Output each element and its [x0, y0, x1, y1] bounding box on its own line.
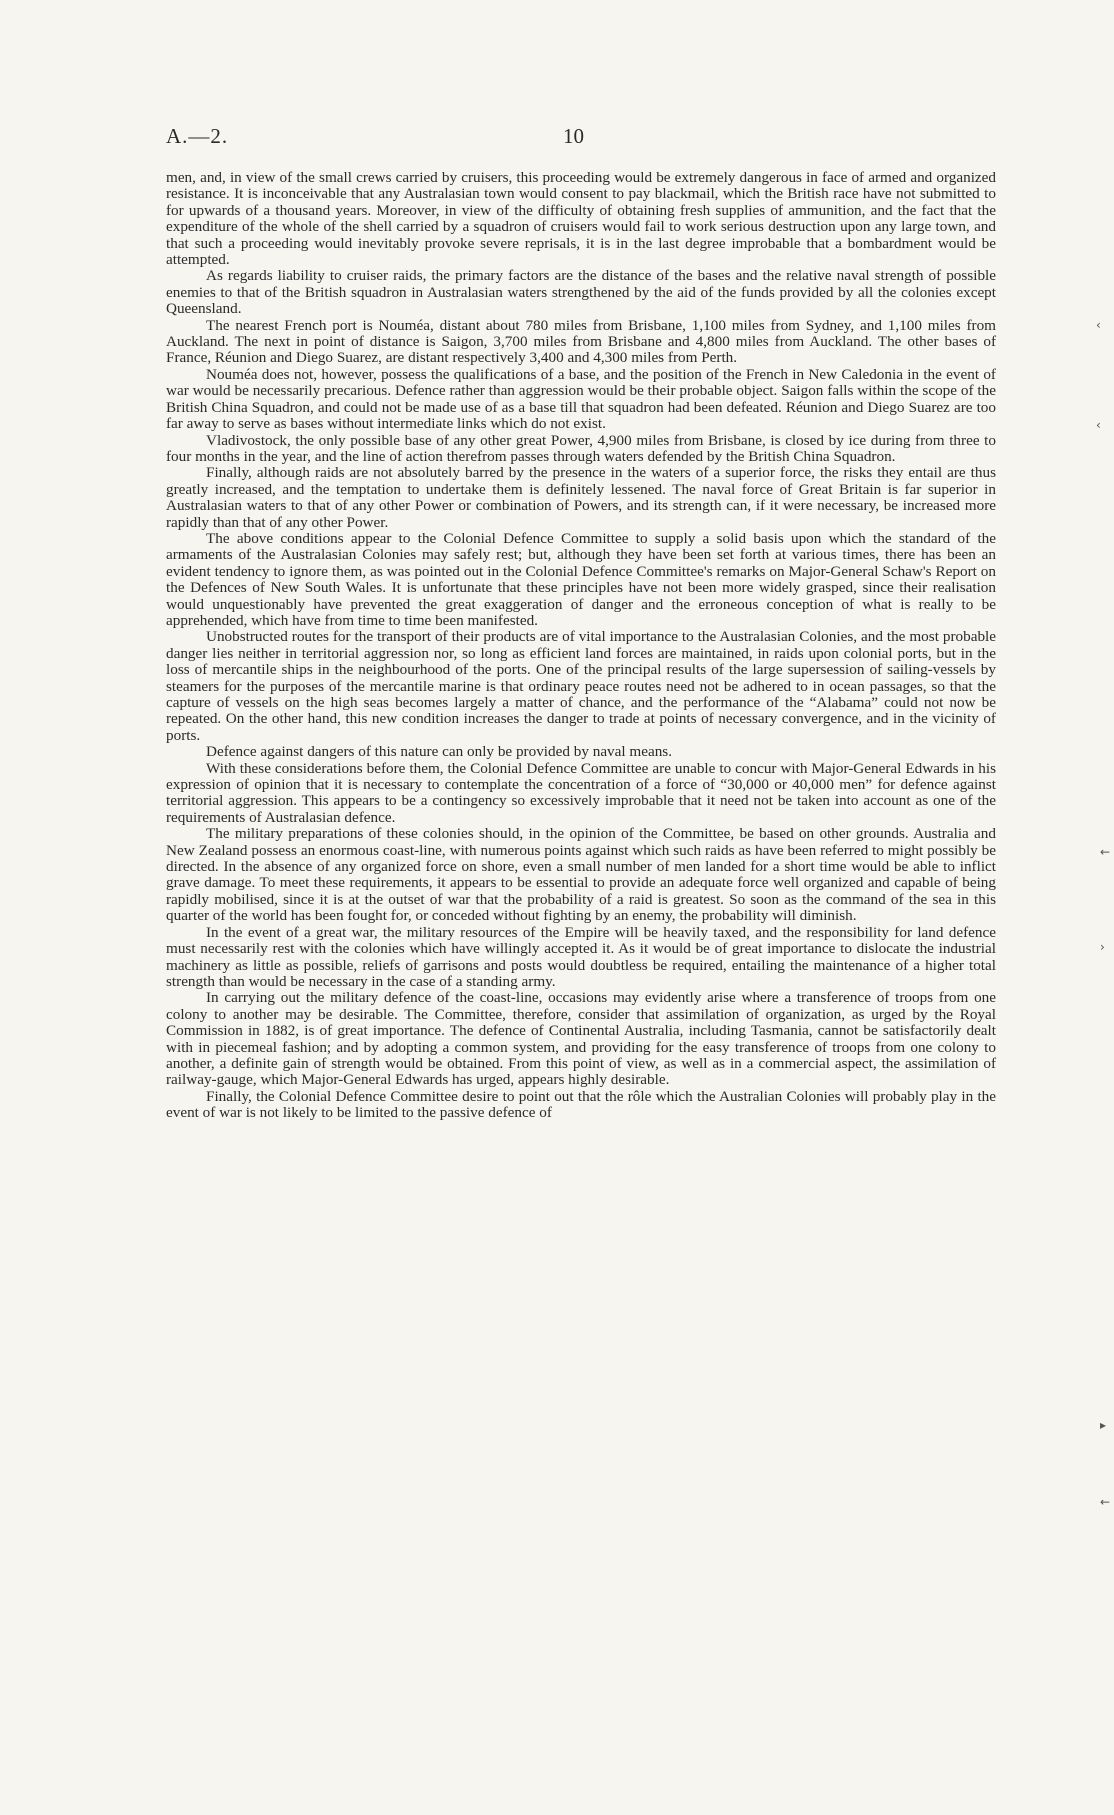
body-text [166, 170, 996, 1122]
paragraph: As regards liability to cruiser raids, the primary factors are the distance of the bases and the relative naval strength of possible enemies to that of the British squadron in Australasian waters strengthened by the aid of the funds provided by all the colonies except Queensland. [166, 267, 996, 318]
paragraph: The above conditions appear to the Colonial Defence Committee to supply a solid basis upon which the standard of the armaments of the Australasian Colonies may safely rest; but, although they have been set forth at various times, there has been an evident tendency to ignore them, as was pointed out in the Colonial Defence Committee's remarks on Major-General Schaw's Report on the Defences of New South Wales. It is unfortunate that these principles have not been more widely grasped, since their realisation would unquestionably have prevented the great exaggeration of danger and the erroneous conception of what is really to be apprehended, which have from time to time been manifested. [166, 529, 996, 629]
paragraph: men, and, in view of the small crews carried by cruisers, this proceeding would be extremely dangerous in face of armed and organized resistance. It is inconceivable that any Australasian town would consent to pay blackmail, which the British race have not submitted to for upwards of a thousand years. Moreover, in view of the difficulty of obtaining fresh supplies of ammunition, and the fact that the expenditure of the whole of the shell carried by a squadron of cruisers would fail to work serious destruction upon any large town, and that such a proceeding would inevitably provoke severe reprisals, it is in the last degree improbable that a bombardment would be attempted. [166, 169, 996, 269]
margin-mark: ▸ [1100, 1418, 1107, 1432]
margin-mark: ← [1100, 1495, 1111, 1509]
margin-mark: › [1100, 940, 1105, 954]
paragraph: In carrying out the military defence of the coast-line, occasions may evidently arise where a transference of troops from one colony to another may be desirable. The Committee, therefore, consider that assimilation of organization, as urged by the Royal Commission in 1882, is of great importance. The defence of Continental Australia, including Tasmania, cannot be satisfactorily dealt with in piecemeal fashion; and by adopting a common system, and providing for the easy transference of troops from one colony to another, a definite gain of strength would be obtained. From this point of view, as well as in a commercial aspect, the assimilation of railway-gauge, which Major-General Edwards has urged, appears highly desirable. [166, 989, 996, 1089]
paragraph: The military preparations of these colonies should, in the opinion of the Committee, be based on other grounds. Australia and New Zealand possess an enormous coast-line, with numerous points against which such raids as have been referred to might possibly be directed. In the absence of any organized force on shore, even a small number of men landed for a short time would be able to inflict grave damage. To meet these requirements, it appears to be essential to provide an adequate force well organized and capable of being rapidly mobilised, since it is at the outset of war that the probability of a raid is greatest. So soon as the command of the sea in this quarter of the world has been fought for, or conceded without fighting by an enemy, the probability will diminish. [166, 825, 996, 925]
page-reference: A.—2. [166, 124, 229, 148]
paragraph: Unobstructed routes for the transport of their products are of vital importance to the Australasian Colonies, and the most probable danger lies neither in territorial aggression nor, so long as efficient land forces are maintained, in raids upon colonial ports, but in the loss of mercantile ships in the neighbourhood of the ports. One of the principal results of the large supersession of sailing-vessels by steamers for the purposes of the mercantile marine is that ordinary peace routes need not be adhered to in ocean passages, so that the capture of vessels on the high seas becomes largely a matter of chance, and the performance of the “Alabama” could not now be repeated. On the other hand, this new condition increases the danger to trade at points of necessary convergence, and in the vicinity of ports. [166, 628, 996, 744]
margin-mark: ‹ [1096, 318, 1101, 332]
paragraph: Vladivostock, the only possible base of any other great Power, 4,900 miles from Brisbane, is closed by ice during from three to four months in the year, and the line of action therefrom passes through waters defended by the British China Squadron. [166, 431, 996, 465]
margin-mark: ← [1100, 845, 1111, 859]
paragraph: In the event of a great war, the military resources of the Empire will be heavily taxed, and the responsibility for land defence must necessarily rest with the colonies which have willingly accepted it. As it would be of great importance to dislocate the industrial machinery as little as possible, reliefs of garrisons and posts would doubtless be required, entailing the maintenance of a higher total strength than would be necessary in the case of a standing army. [166, 923, 996, 990]
margin-mark: ‹ [1096, 418, 1101, 432]
paragraph: The nearest French port is Nouméa, distant about 780 miles from Brisbane, 1,100 miles from Sydney, and 1,100 miles from Auckland. The next in point of distance is Saigon, 3,700 miles from Brisbane and 4,800 miles from Auckland. The other bases of France, Réunion and Diego Suarez, are distant respectively 3,400 and 4,300 miles from Perth. [166, 316, 996, 367]
paragraph: Finally, although raids are not absolutely barred by the presence in the waters of a superior force, the risks they entail are thus greatly increased, and the temptation to undertake them is definitely lessened. The naval force of Great Britain is far superior in Australasian waters to that of any other Power or combination of Powers, and its strength can, if it were necessary, be increased more rapidly than that of any other Power. [166, 464, 996, 531]
page-number: 10 [563, 124, 584, 148]
paragraph: With these considerations before them, the Colonial Defence Committee are unable to concur with Major-General Edwards in his expression of opinion that it is necessary to contemplate the concentration of a force of “30,000 or 40,000 men” for defence against territorial aggression. This appears to be a contingency so excessively improbable that it need not be taken into account as one of the requirements of Australasian defence. [166, 759, 996, 826]
paragraph: Defence against dangers of this nature can only be provided by naval means. [206, 743, 673, 761]
paragraph: Finally, the Colonial Defence Committee desire to point out that the rôle which the Australian Colonies will probably play in the event of war is not likely to be limited to the passive defence of [166, 1087, 996, 1122]
paragraph: Nouméa does not, however, possess the qualifications of a base, and the position of the French in New Caledonia in the event of war would be necessarily precarious. Defence rather than aggression would be their probable object. Saigon falls within the scope of the British China Squadron, and could not be made use of as a base till that squadron had been defeated. Réunion and Diego Suarez are too far away to serve as bases without intermediate links which do not exist. [166, 365, 996, 433]
